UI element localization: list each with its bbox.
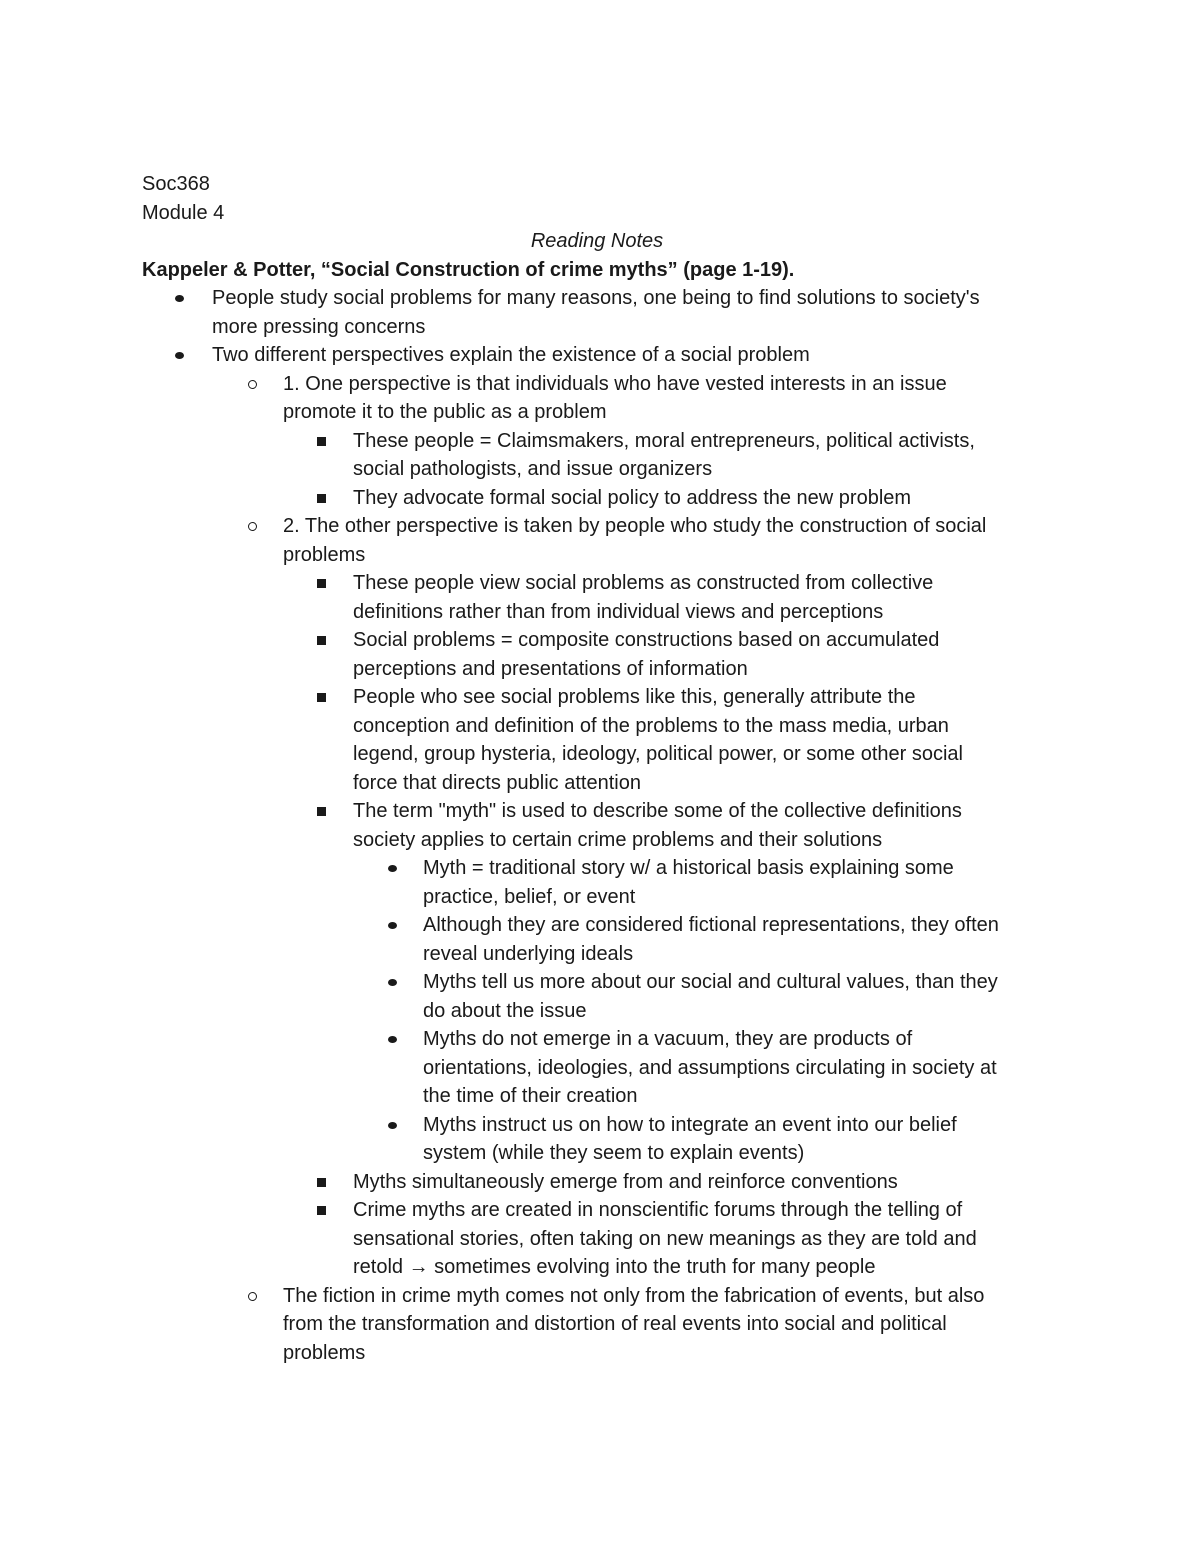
list-item-line: Crime myths are created in nonscientific forums through the telling of [353,1199,963,1221]
list-item-line: The fiction in crime myth comes not only from the fabrication of events, but also [283,1284,985,1307]
module-label: Module 4 [142,201,225,224]
reading-citation: Kappeler & Potter, “Social Construction of crime myths” (page 1-19). [142,258,795,281]
list-item-line: People who see social problems like this, generally attribute the [353,686,916,708]
list-item [142,1025,1052,1111]
list-item-line: Myths instruct us on how to integrate an event into our belief [423,1113,957,1136]
course-code: Soc368 [142,173,210,195]
list-item-line: society applies to certain crime problems and their solutions [353,828,883,851]
list-item-line: Social problems = composite constructions based on accumulated [353,629,940,651]
list-item-line: problems [283,1341,366,1364]
list-item [142,911,1052,968]
list-item-line: Myths do not emerge in a vacuum, they are products of [423,1028,913,1050]
list-item-line: definitions rather than from individual views and perceptions [353,600,884,623]
list-item-line: orientations, ideologies, and assumptions circulating in society at [423,1056,997,1079]
list-item-line: perceptions and presentations of information [353,657,748,680]
list-item-line: legend, group hysteria, ideology, political power, or some other social [353,743,963,765]
list-item [142,626,1052,683]
list-item [142,370,1052,427]
list-item-line: People study social problems for many reasons, one being to find solutions to society's [212,287,980,309]
list-item-line: sensational stories, often taking on new meanings as they are told and [353,1227,977,1250]
list-item-line: They advocate formal social policy to address the new problem [353,486,912,509]
list-item-line: promote it to the public as a problem [283,401,607,423]
list-item-line: Myths tell us more about our social and cultural values, than they [423,971,998,993]
notes-content [142,170,1052,1367]
list-item [142,1282,1052,1368]
list-item [142,512,1052,569]
list-item-line: force that directs public attention [353,771,641,794]
list-item-line: These people = Claimsmakers, moral entrepreneurs, political activists, [353,429,975,452]
list-item [142,569,1052,626]
list-item-line: Myths simultaneously emerge from and reinforce conventions [353,1170,898,1193]
list-item [142,1111,1052,1168]
list-item-line: do about the issue [423,999,587,1022]
list-item-line: Although they are considered fictional representations, they often [423,914,999,936]
list-item-line: from the transformation and distortion of real events into social and political [283,1313,947,1335]
list-item [142,1196,1052,1282]
list-item-line: Two different perspectives explain the existence of a social problem [212,344,810,366]
list-item [142,968,1052,1025]
list-item [142,854,1052,911]
list-item-line: These people view social problems as constructed from collective [353,572,934,594]
list-item-line: problems [283,543,366,566]
list-item [142,1168,1052,1197]
list-item-line: 2. The other perspective is taken by people who study the construction of social [283,515,987,537]
list-item-line: conception and definition of the problems to the mass media, urban [353,714,949,737]
list-item-line: Myth = traditional story w/ a historical basis explaining some [423,857,954,879]
document-title: Reading Notes [530,230,664,252]
list-item-line: the time of their creation [423,1085,638,1107]
list-item [142,284,1052,341]
list-item-line: more pressing concerns [212,315,426,338]
list-item [142,797,1052,854]
list-item [142,427,1052,484]
notes-list [142,284,1052,1367]
list-item-line: system (while they seem to explain events) [423,1142,805,1164]
list-item-line: reveal underlying ideals [423,942,634,965]
list-item [142,341,1052,370]
list-item-line: practice, belief, or event [423,885,636,908]
list-item [142,683,1052,797]
list-item [142,484,1052,513]
list-item-line: social pathologists, and issue organizers [353,458,713,480]
list-item-line: The term "myth" is used to describe some of the collective definitions [353,800,962,822]
list-item-line: retold → sometimes evolving into the truth for many people [353,1256,876,1278]
list-item-line: 1. One perspective is that individuals who have vested interests in an issue [283,372,947,395]
